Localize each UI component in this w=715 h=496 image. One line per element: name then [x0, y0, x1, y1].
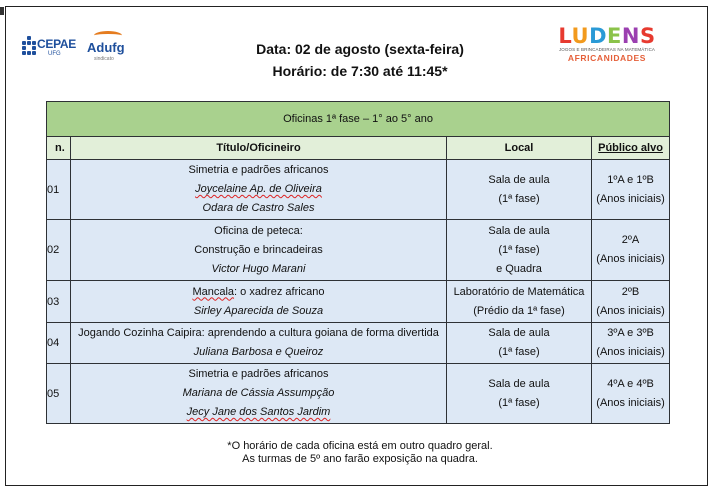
publico-line: 1ºA e 1ºB — [607, 173, 654, 186]
column-header-local: Local — [447, 137, 592, 160]
column-header-publico: Público alvo — [592, 137, 670, 160]
footnote-line: *O horário de cada oficina está em outro quadro geral. — [227, 440, 493, 452]
presenter-name: Juliana Barbosa e Queiroz — [193, 346, 324, 358]
local-line: (1ª fase) — [498, 346, 540, 358]
page-title — [200, 38, 520, 82]
local-line: Sala de aula — [488, 173, 550, 186]
row-publico-cell — [592, 364, 670, 424]
table-row — [47, 220, 670, 281]
presenter-name: Odara de Castro Sales — [202, 202, 315, 214]
table-row — [47, 281, 670, 323]
workshop-title: Simetria e padrões africanos — [188, 164, 329, 176]
presenter-name: Joycelaine Ap. de Oliveira — [195, 183, 322, 195]
footnote — [150, 440, 570, 466]
row-publico-cell — [592, 220, 670, 281]
event-time: Horário: de 7:30 até 11:45* — [272, 63, 448, 79]
adufg-swoosh-icon — [94, 31, 122, 40]
row-title-cell — [71, 281, 447, 323]
local-line: Sala de aula — [488, 377, 550, 390]
cepae-grid-icon — [22, 36, 36, 58]
table-banner: Oficinas 1ª fase – 1° ao 5° ano — [47, 102, 670, 137]
adufg-logo-sub: sindicato — [94, 56, 114, 62]
workshop-title: Simetria e padrões africanos — [188, 368, 329, 380]
local-line: e Quadra — [496, 262, 542, 275]
row-local-cell — [447, 160, 592, 220]
event-date: Data: 02 de agosto (sexta-feira) — [256, 41, 464, 57]
workshop-title: Oficina de peteca: — [214, 224, 303, 237]
row-publico-cell — [592, 160, 670, 220]
presenter-name: Victor Hugo Marani — [211, 262, 306, 275]
publico-line: 3ºA e 3ºB — [607, 327, 654, 339]
publico-line: (Anos iniciais) — [596, 346, 665, 358]
row-number: 01 — [47, 160, 71, 220]
publico-line: 2ºA — [621, 234, 640, 246]
presenter-name: Mariana de Cássia Assumpção — [182, 387, 335, 399]
presenter-name: Sirley Aparecida de Souza — [193, 304, 324, 317]
table-row — [47, 364, 670, 424]
column-header-number: n. — [47, 137, 71, 160]
publico-line: (Anos iniciais) — [596, 253, 665, 265]
adufg-logo — [86, 30, 126, 64]
local-line: (Prédio da 1ª fase) — [473, 304, 565, 317]
publico-line: 2ºB — [621, 285, 640, 298]
column-header-title: Título/Oficineiro — [71, 137, 447, 160]
adufg-logo-text: Adufg — [87, 40, 125, 55]
local-line: Sala de aula — [488, 327, 550, 339]
cepae-logo-sub: UFG — [48, 51, 61, 57]
table-row — [47, 323, 670, 364]
edge-mark — [0, 7, 4, 15]
cepae-logo — [22, 34, 76, 62]
local-line: (1ª fase) — [498, 192, 540, 205]
local-line: Laboratório de Matemática — [453, 285, 585, 298]
table-row — [47, 160, 670, 220]
workshop-title: Mancala: o xadrez africano — [192, 285, 325, 298]
local-line: (1ª fase) — [498, 396, 540, 409]
footnote-line: As turmas de 5º ano farão exposição na quadra. — [242, 453, 478, 465]
row-title-cell — [71, 160, 447, 220]
ludens-logo-wordmark: LUDENS — [558, 24, 656, 48]
workshop-table — [46, 101, 670, 424]
row-local-cell — [447, 364, 592, 424]
local-line: Sala de aula — [488, 224, 550, 237]
row-local-cell — [447, 323, 592, 364]
workshop-title: Construção e brincadeiras — [194, 243, 323, 256]
row-number: 05 — [47, 364, 71, 424]
row-title-cell — [71, 323, 447, 364]
ludens-logo-subtitle: AFRICANIDADES — [567, 53, 647, 63]
publico-line: (Anos iniciais) — [596, 304, 665, 317]
table-header-row — [47, 137, 670, 160]
publico-line: (Anos iniciais) — [596, 396, 665, 409]
presenter-name: Jecy Jane dos Santos Jardim — [186, 406, 331, 418]
row-publico-cell — [592, 281, 670, 323]
local-line: (1ª fase) — [498, 243, 540, 256]
row-local-cell — [447, 220, 592, 281]
row-number: 03 — [47, 281, 71, 323]
row-number: 04 — [47, 323, 71, 364]
ludens-logo — [555, 25, 659, 69]
workshop-title: Jogando Cozinha Caipira: aprendendo a cultura goiana de forma divertida — [78, 327, 439, 339]
publico-line: 4ºA e 4ºB — [607, 377, 654, 390]
row-local-cell — [447, 281, 592, 323]
row-title-cell — [71, 220, 447, 281]
row-number: 02 — [47, 220, 71, 281]
publico-line: (Anos iniciais) — [596, 192, 665, 205]
cepae-logo-text: CEPAE — [37, 37, 76, 51]
row-title-cell — [71, 364, 447, 424]
ludens-logo-tagline: JOGOS E BRINCADEIRAS NA MATEMÁTICA — [558, 47, 656, 52]
row-publico-cell — [592, 323, 670, 364]
